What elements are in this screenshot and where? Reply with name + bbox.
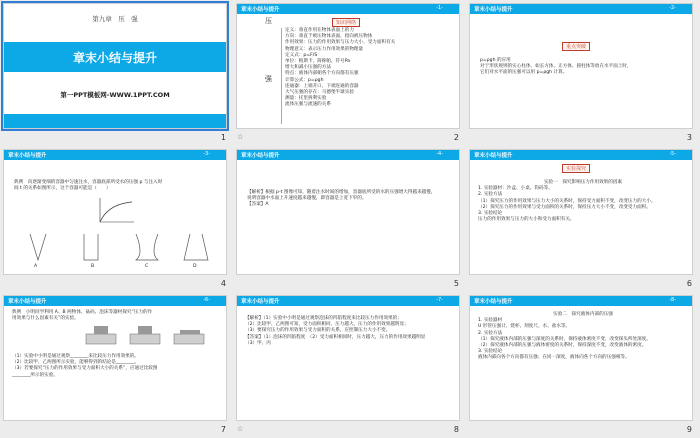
page-label: -4- xyxy=(436,151,443,157)
slide-header: 章末小结与提升 xyxy=(241,7,280,13)
text-line: 方向：垂直于被压物体表面，指向被压物体 xyxy=(285,34,373,40)
page-label: -7- xyxy=(436,297,443,303)
text-line: （3）要探究压力的作用效果与受力面积的关系，应控制压力大小不变。 xyxy=(245,328,391,334)
text-line: 物理意义：表示压力作用效果的物理量 xyxy=(285,46,364,52)
option-a: A xyxy=(34,264,38,269)
slide-number: 2 xyxy=(453,133,459,142)
page-label: -8- xyxy=(669,297,676,303)
container-options xyxy=(18,230,214,270)
slide-header: 章末小结与提升 xyxy=(474,153,513,159)
text-line: 作用效果：压力的作用效果与压力大小、受力面积有关 xyxy=(285,40,396,46)
slide-header: 章末小结与提升 xyxy=(8,153,47,159)
text-line: 典例 向逐渐变细的容器中匀速注水，容器底部所受水的压强 p 与注入时 xyxy=(14,180,163,185)
text-line: （3）若要探究“压力的作用效果与受力面积大小的关系”，应通过比较图 xyxy=(12,366,158,372)
option-c: C xyxy=(145,264,149,269)
text-line: 2. 实验方法 xyxy=(478,192,503,198)
text-line: 增大和减小压强的方法 xyxy=(285,65,331,71)
text-line: （1）探究压力的作用效果与压力大小的关系时，保持受力面积不变，改变压力的大小。 xyxy=(478,198,656,204)
text-line: 对于形状规则的实心柱体，如长方体、正方体、圆柱体等放在水平面上时， xyxy=(480,64,632,70)
page-label: -2- xyxy=(669,5,676,11)
slide-number: 8 xyxy=(453,425,459,434)
text-line: 【答案】A xyxy=(247,202,269,208)
option-b: B xyxy=(91,264,95,269)
slide-title: 章末小结与提升 xyxy=(72,51,157,65)
slide-thumbnail-3[interactable] xyxy=(466,0,700,146)
section-tag: 知识网络 xyxy=(332,18,360,27)
text-line: 计算公式：p=ρgh xyxy=(285,77,324,83)
text-line: 定义式：p=F/S xyxy=(285,52,318,58)
slide-number: 7 xyxy=(220,425,226,434)
page-label: -5- xyxy=(669,151,676,157)
slide-thumbnail-5[interactable] xyxy=(233,146,467,292)
slide-header: 章末小结与提升 xyxy=(474,7,513,13)
text-line: （2）探究液体内部的压强与液体密度的关系时，保持深度不变，改变液体的密度。 xyxy=(478,343,647,349)
text-line: 压力的作用效果与压力的大小和受力面积有关。 xyxy=(478,217,575,223)
text-line: 1. 实验器材 xyxy=(478,318,503,324)
slide-header: 章末小结与提升 xyxy=(241,153,280,159)
text-line: 实验一 探究影响压力作用效果的因素 xyxy=(543,180,623,185)
text-line: p=ρgh 的应用 xyxy=(480,58,511,63)
chapter-title: 第九章 压 强 xyxy=(92,15,138,23)
text-line: （3）甲、丙 xyxy=(245,340,271,346)
text-line: ________所示的实验。 xyxy=(12,372,58,378)
slide-8[interactable] xyxy=(236,295,460,421)
page-label: -3- xyxy=(203,151,210,157)
option-d: D xyxy=(193,264,197,269)
slide-4[interactable] xyxy=(3,149,227,275)
text-line: 液体内部向各个方向都有压强；在同一深度，液体向各个方向的压强相等。 xyxy=(478,355,630,361)
text-line: 【解析】（1）实验中小明是通过观察泡沫的凹陷程度来比较压力作用效果的； xyxy=(245,316,402,321)
text-line: 特点：液体内部朝各个方向都有压强 xyxy=(285,71,359,77)
slide-1[interactable] xyxy=(3,3,227,129)
slide-thumbnail-1[interactable] xyxy=(0,0,234,146)
text-line: 1. 实验器材：沙盒、小桌、钩码等。 xyxy=(478,186,553,192)
main-label: 压 xyxy=(265,17,272,25)
slide-thumbnail-2[interactable] xyxy=(233,0,467,146)
slide-7[interactable] xyxy=(3,295,227,421)
text-line: 3. 实验结论 xyxy=(478,211,503,217)
text-line: 【解析】根据 p-t 图像可知，随着注水时间的增加，容器底所受的水的压强增大得越来越慢， xyxy=(247,190,436,195)
experiment-figure xyxy=(84,324,214,346)
text-line: （1）探究液体内部的压强与深度的关系时，保持液体密度不变，改变探头所处深度。 xyxy=(478,336,651,342)
text-line: 单位：帕斯卡，简称帕，符号Pa xyxy=(285,59,351,65)
text-line: （2）探究压力的作用效果与受力面积的关系时，保持压力大小不变，改变受力面积。 xyxy=(478,204,651,210)
page-label: -6- xyxy=(203,297,210,303)
slide-thumbnail-9[interactable] xyxy=(466,292,700,438)
slide-thumbnail-4[interactable] xyxy=(0,146,234,292)
slide-number: 4 xyxy=(220,279,226,288)
text-line: U 形管压强计、烧杯、刻度尺、水、盐水等。 xyxy=(478,324,571,330)
slide-thumbnail-7[interactable] xyxy=(0,292,234,438)
text-line: 测量：托里拆利实验 xyxy=(285,96,327,102)
text-line: 用效果与什么因素有关”的实验。 xyxy=(12,316,79,322)
text-line: 实验二 探究液体内部的压强 xyxy=(553,312,613,317)
slide-2[interactable] xyxy=(236,3,460,129)
slide-number: 9 xyxy=(686,425,692,434)
page-label: -1- xyxy=(436,5,443,11)
slide-9[interactable] xyxy=(469,295,693,421)
slide-number: 3 xyxy=(686,133,692,142)
text-line: 典例 小明同学利用 A、B 两物体、砝码、泡沫等器材探究“压力的作 xyxy=(12,310,153,315)
text-line: 定义：垂直作用在物体表面上的力 xyxy=(285,28,354,33)
animation-star-icon[interactable]: ☆ xyxy=(237,425,244,433)
text-line: 它们对水平面的压强可以用 p=ρgh 计算。 xyxy=(480,70,568,76)
text-line: （1）实验中小明是通过观察________来比较压力作用效果的。 xyxy=(12,354,139,359)
text-line: 流体压强与流速的关系 xyxy=(285,102,331,108)
slide-header: 章末小结与提升 xyxy=(8,299,47,305)
text-line: 大气压强的存在：马德堡半球实验 xyxy=(285,90,354,96)
text-line: （2）比较甲、乙两图可知，受力面积相同，压力越大，压力的作用效果越明显； xyxy=(245,322,409,328)
slide-thumbnail-6[interactable] xyxy=(466,146,700,292)
text-line: 间 t 的关系如图所示，这个容器可能是（ ） xyxy=(14,186,111,192)
slide-number: 5 xyxy=(453,279,459,288)
slide-3[interactable] xyxy=(469,3,693,129)
slide-number: 6 xyxy=(686,279,692,288)
slide-6[interactable] xyxy=(469,149,693,275)
slide-header: 章末小结与提升 xyxy=(241,299,280,305)
slide-number: 1 xyxy=(220,133,226,142)
slide-5[interactable] xyxy=(236,149,460,275)
slide-thumbnail-8[interactable] xyxy=(233,292,467,438)
text-line: 说明容器中水面上升速度越来越慢，即容器是上宽下窄的。 xyxy=(247,196,367,202)
section-tag: 重点突破 xyxy=(562,42,590,51)
section-tag: 实验探究 xyxy=(562,164,590,173)
pressure-time-graph xyxy=(96,196,136,226)
text-line: 连通器：上端开口、下端连通的容器 xyxy=(285,83,359,89)
side-label: 强 xyxy=(265,75,272,83)
animation-star-icon[interactable]: ☆ xyxy=(237,133,244,141)
site-text: 第一PPT模板网-WWW.1PPT.COM xyxy=(60,91,170,99)
text-line: 3. 实验结论 xyxy=(478,349,503,355)
text-line: （2）比较甲、乙两图所示实验，能够得到的结论是________。 xyxy=(12,360,139,366)
text-line: 【答案】（1）泡沫的凹陷程度 （2）受力面积相同时，压力越大，压力的作用效果越明显 xyxy=(245,334,426,340)
text-line: 2. 实验方法 xyxy=(478,330,503,336)
slide-header: 章末小结与提升 xyxy=(474,299,513,305)
